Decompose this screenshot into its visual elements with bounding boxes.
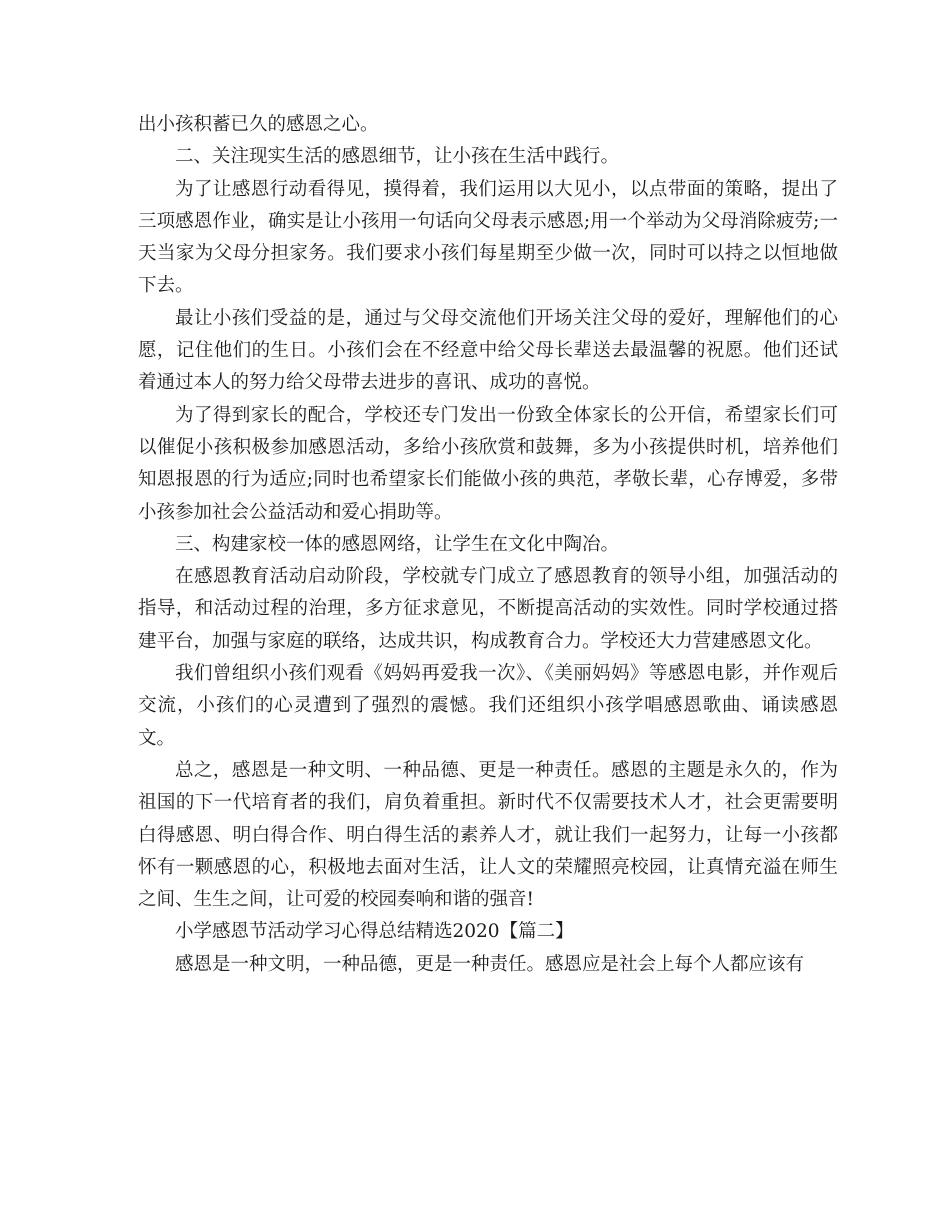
section-heading-3: 三、构建家校一体的感恩网络，让学生在文化中陶冶。 [175,533,620,555]
paragraph: 最让小孩们受益的是，通过与父母交流他们开场关注父母的爱好，理解他们的心愿，记住他们的生日。小孩们会在不经意中给父母长辈送去最温馨的祝愿。他们还试着通过本人的努力给父母带去进步的喜讯、成功的喜悦。 [138,307,838,394]
paragraph: 为了让感恩行动看得见，摸得着，我们运用以大见小，以点带面的策略，提出了三项感恩作业，确实是让小孩用一句话向父母表示感恩;用一个举动为父母消除疲劳;一天当家为父母分担家务。我们要求小孩们每星期至少做一次，同时可以持之以恒地做下去。 [138,178,838,297]
paragraph: 在感恩教育活动启动阶段，学校就专门成立了感恩教育的领导小组，加强活动的指导，和活动过程的治理，多方征求意见，不断提高活动的实效性。同时学校通过搭建平台，加强与家庭的联络，达成共识，构成教育合力。学校还大力营建感恩文化。 [138,566,838,652]
paragraph: 感恩是一种文明，一种品德，更是一种责任。感恩应是社会上每个人都应该有 [175,953,805,975]
section-heading-2: 二、关注现实生活的感恩细节，让小孩在生活中践行。 [175,146,620,168]
article-title: 小学感恩节活动学习心得总结精选2020【篇二】 [175,921,574,943]
paragraph-continuation: 出小孩积蓄已久的感恩之心。 [138,114,379,135]
paragraph: 为了得到家长的配合，学校还专门发出一份致全体家长的公开信，希望家长们可以催促小孩积极参加感恩活动，多给小孩欣赏和鼓舞，多为小孩提供时机，培养他们知恩报恩的行为适应;同时也希望家长们能做小孩的典范，孝敬长辈，心存博爱，多带小孩参加社会公益活动和爱心捐助等。 [138,404,838,523]
paragraph: 我们曾组织小孩们观看《妈妈再爱我一次》、《美丽妈妈》等感恩电影，并作观后交流，小孩们的心灵遭到了强烈的震憾。我们还组织小孩学唱感恩歌曲、诵读感恩文。 [138,663,838,749]
paragraph: 总之，感恩是一种文明、一种品德、更是一种责任。感恩的主题是永久的，作为祖国的下一代培育者的我们，肩负着重担。新时代不仅需要技术人才，社会更需要明白得感恩、明白得合作、明白得生活的素养人才，就让我们一起努力，让每一小孩都怀有一颗感恩的心，积极地去面对生活，让人文的荣耀照亮校园，让真情充溢在师生之间、生生之间，让可爱的校园奏响和谐的强音! [138,759,838,911]
